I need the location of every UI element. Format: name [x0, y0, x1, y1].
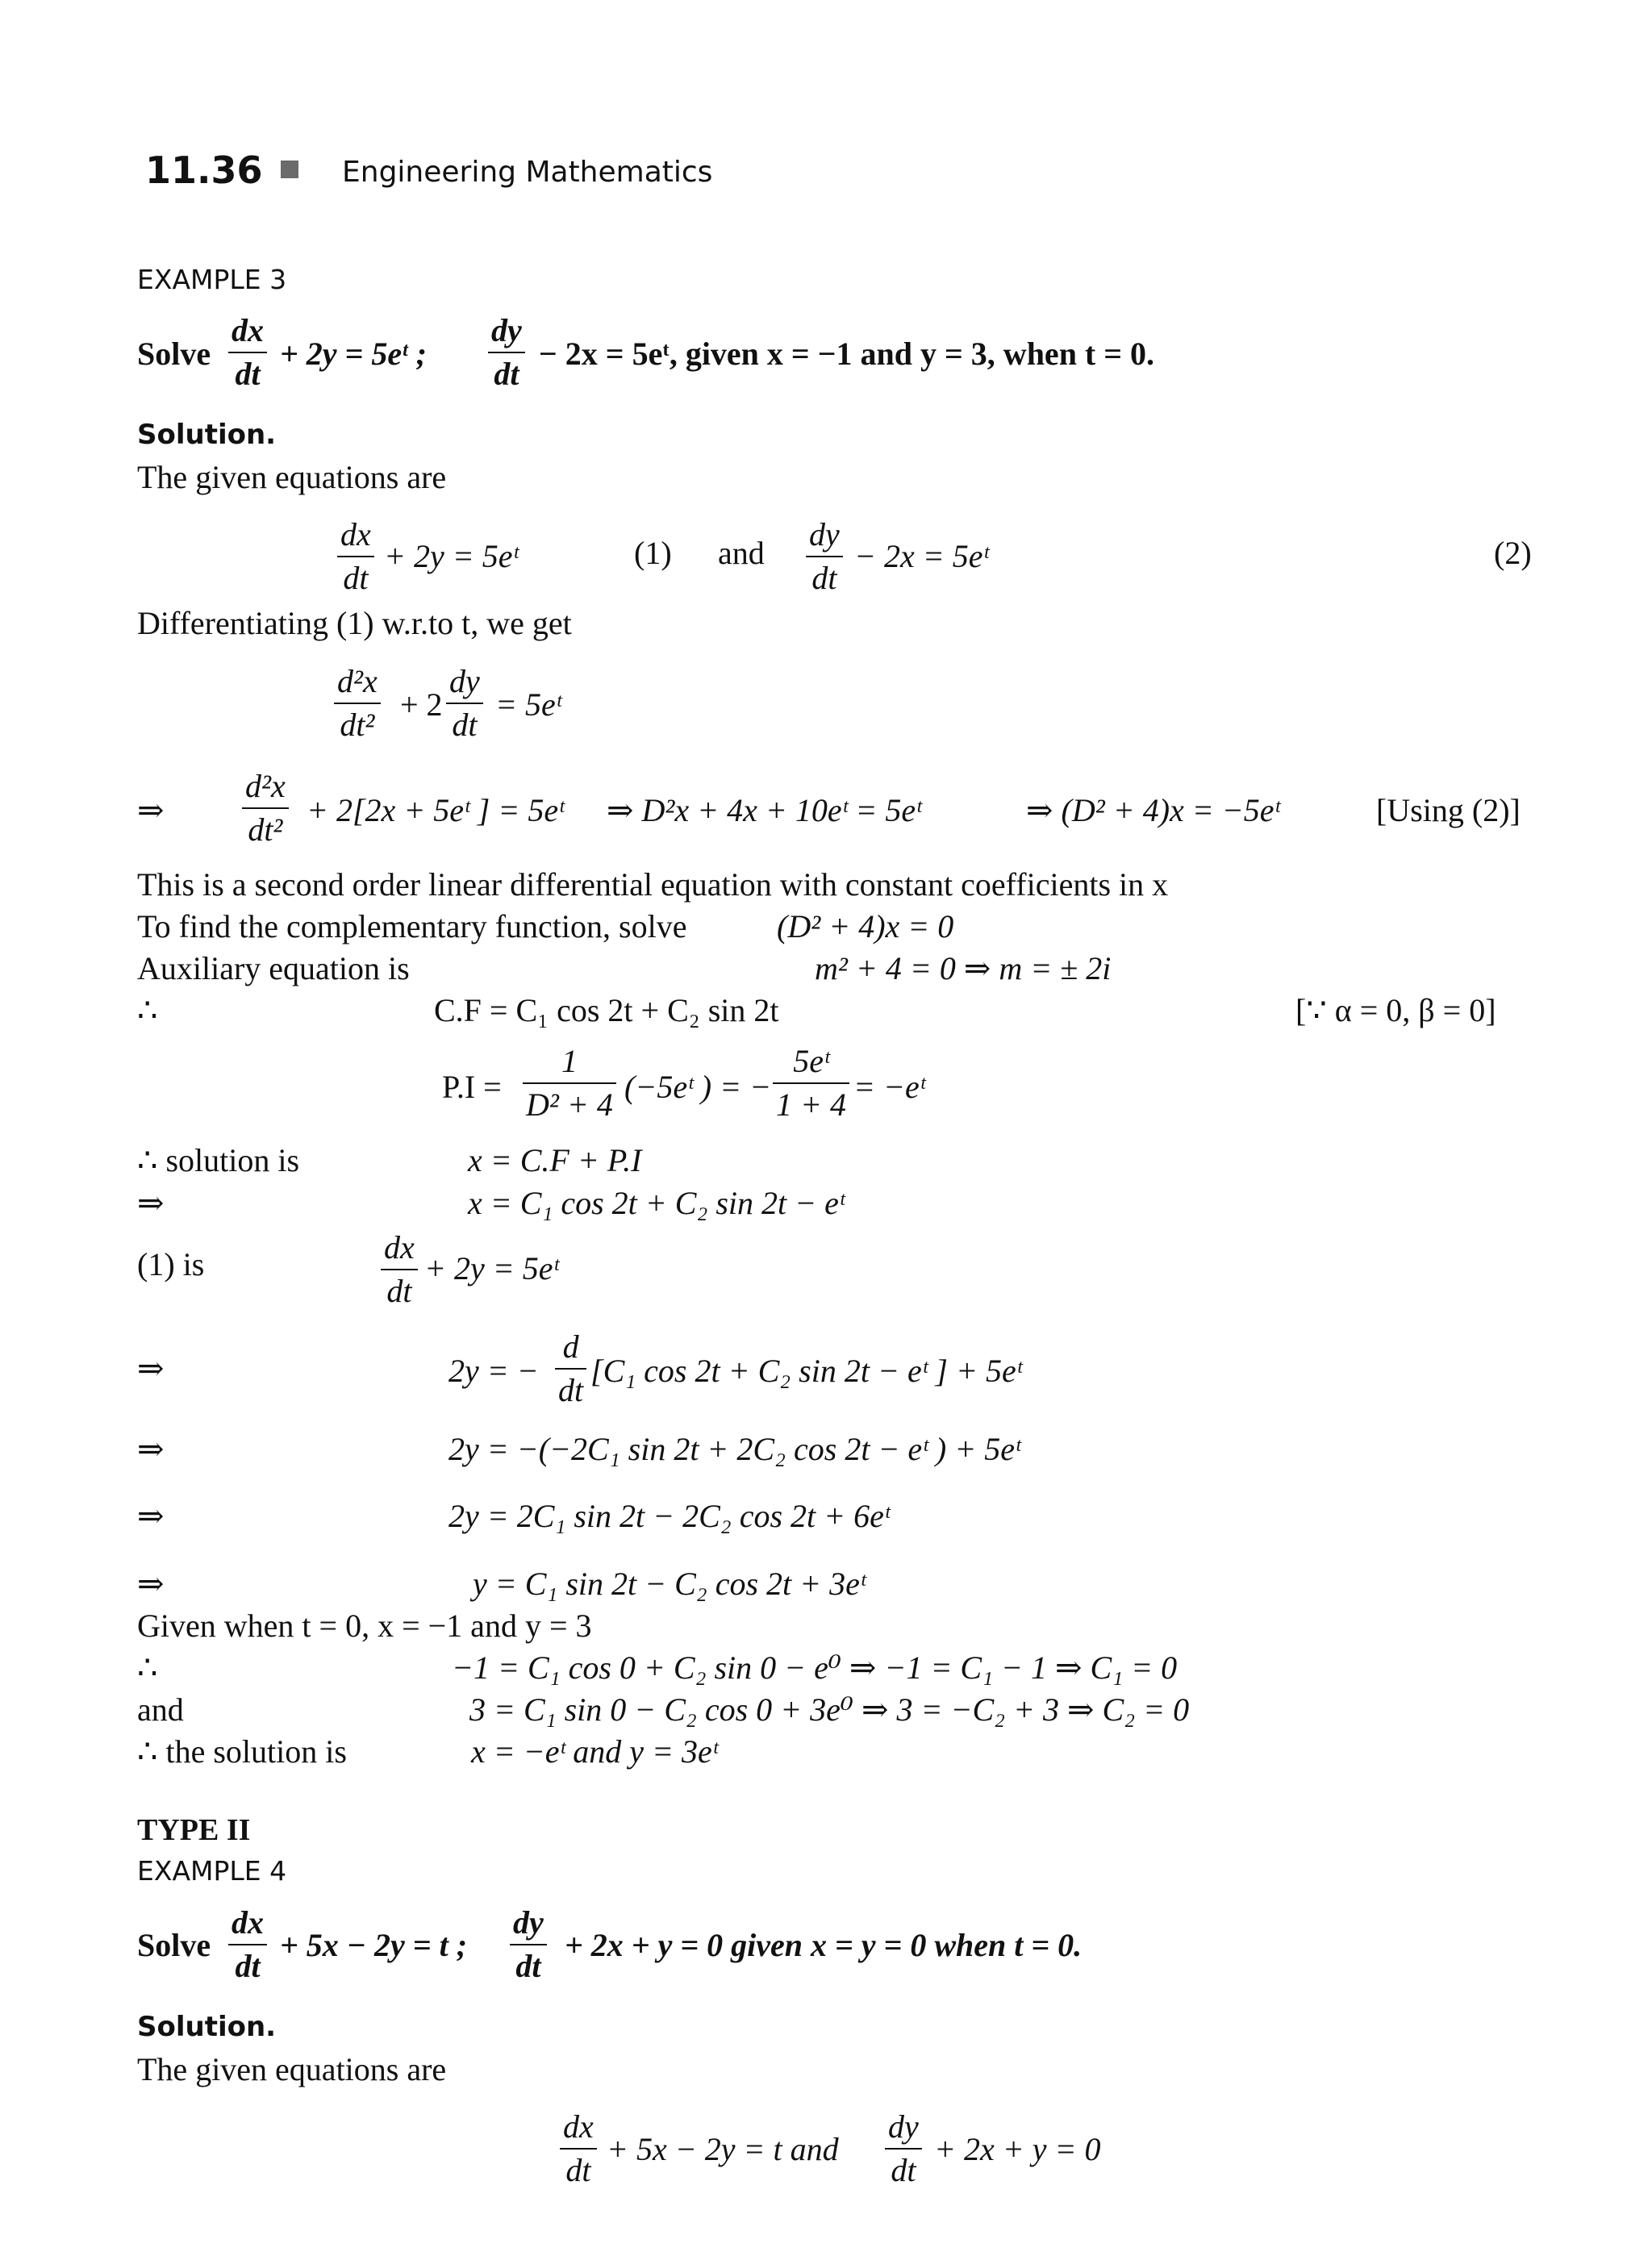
final-solution: x = −eᵗ and y = 3eᵗ [471, 1733, 718, 1770]
auxiliary-text: Auxiliary equation is [137, 950, 410, 986]
problem-fraction-dy-dt: dy dt [488, 315, 525, 390]
step-1-lhs: 2y = − [448, 1353, 539, 1389]
plus-two: + 2 [400, 686, 443, 723]
header-square-icon [281, 161, 298, 178]
fraction-dx-dt-4: dx dt [560, 2111, 597, 2187]
using-note: [Using (2)] [1376, 792, 1521, 828]
step-4: y = C₁ sin 2t − C₂ cos 2t + 3eᵗ [473, 1566, 866, 1602]
cf-equation: (D² + 4)x = 0 [777, 908, 954, 945]
alpha-beta-note: [∵ α = 0, β = 0] [1295, 992, 1496, 1028]
complementary-function: C.F = C₁ cos 2t + C₂ sin 2t [434, 992, 779, 1028]
fraction-dy-dt-4: dy dt [885, 2111, 922, 2187]
equation-1-is: (1) is [137, 1246, 205, 1282]
therefore-symbol-2: ∴ [137, 1649, 158, 1686]
step-3: 2y = 2C₁ sin 2t − 2C₂ cos 2t + 6eᵗ [448, 1498, 890, 1534]
implies-arrow: ⇒ [137, 792, 165, 828]
solution-heading: Solution. [137, 419, 277, 451]
equation-1: + 2y = 5eᵗ [384, 538, 519, 574]
fraction-d2x-dt2: d²x dt² [334, 665, 381, 741]
fraction-5et-over-5: 5eᵗ 1 + 4 [773, 1045, 849, 1121]
fraction-one-over-d2-plus-4: 1 D² + 4 [523, 1045, 616, 1121]
problem-4-equation-1: + 5x − 2y = t ; [280, 1927, 468, 1963]
example-4-label: EXAMPLE 4 [137, 1855, 287, 1887]
c2-derivation: 3 = C₁ sin 0 − C₂ cos 0 + 3e⁰ ⇒ 3 = −C₂ + 3 ⇒ C₂ = 0 [469, 1691, 1190, 1728]
example-3-label: EXAMPLE 3 [137, 264, 287, 295]
fraction-dy-dt-2: dy dt [446, 665, 483, 741]
problem-equation-1: + 2y = 5eᵗ ; [280, 336, 427, 372]
second-order-text: This is a second order linear differential equation with constant coefficients in x [137, 866, 1169, 903]
implies-arrow-5: ⇒ [137, 1498, 165, 1534]
solution-is-text: ∴ solution is [137, 1142, 300, 1178]
step-1-rhs: [C₁ cos 2t + C₂ sin 2t − eᵗ ] + 5eᵗ [590, 1353, 1022, 1389]
auxiliary-equation: m² + 4 = 0 ⇒ m = ± 2i [815, 950, 1112, 986]
operator-equation: ⇒ D²x + 4x + 10eᵗ = 5eᵗ [607, 792, 921, 828]
page-number: 11.36 [145, 148, 263, 192]
example-4-equation-1: + 5x − 2y = t and [607, 2131, 839, 2167]
substitution-equation: + 2[2x + 5eᵗ ] = 5eᵗ [307, 792, 564, 828]
problem-equation-2: − 2x = 5eᵗ, given x = −1 and y = 3, when t = 0. [539, 336, 1155, 372]
x-sum-equation: x = C.F + P.I [468, 1142, 642, 1178]
particular-integral-result: = −eᵗ [853, 1069, 925, 1105]
problem-4-fraction-dx-dt: dx dt [228, 1907, 267, 1983]
and-label: and [137, 1691, 184, 1728]
operator-form: ⇒ (D² + 4)x = −5eᵗ [1026, 792, 1280, 828]
equation-2-number: (2) [1494, 535, 1532, 571]
book-title: Engineering Mathematics [342, 156, 713, 189]
equation-1-restated: + 2y = 5eᵗ [424, 1250, 559, 1286]
fraction-d-dt: d dt [555, 1331, 586, 1407]
fraction-d2x-dt2-2: d²x dt² [242, 770, 289, 846]
derivative-rhs: = 5eᵗ [495, 686, 561, 723]
step-2: 2y = −(−2C₁ sin 2t + 2C₂ cos 2t − eᵗ ) + 5eᵗ [448, 1431, 1020, 1467]
problem-4-equation-2: + 2x + y = 0 given x = y = 0 when t = 0. [565, 1927, 1083, 1963]
implies-arrow-3: ⇒ [137, 1350, 165, 1387]
fraction-dx-dt: dx dt [337, 519, 374, 594]
solution-4-heading: Solution. [137, 2011, 277, 2043]
example-4-equation-2: + 2x + y = 0 [934, 2131, 1101, 2167]
equation-2: − 2x = 5eᵗ [854, 538, 989, 574]
cf-text: To find the complementary function, solve [137, 908, 687, 945]
final-solution-text: ∴ the solution is [137, 1733, 347, 1770]
equation-1-number: (1) [634, 535, 672, 571]
particular-integral-label: P.I = [442, 1069, 502, 1105]
c1-derivation: −1 = C₁ cos 0 + C₂ sin 0 − e⁰ ⇒ −1 = C₁ − 1 ⇒ C₁ = 0 [452, 1649, 1178, 1686]
given-when-text: Given when t = 0, x = −1 and y = 3 [137, 1608, 592, 1644]
problem-solve-label: Solve [137, 336, 211, 372]
fraction-dy-dt: dy dt [806, 519, 843, 594]
type-2-heading: TYPE II [137, 1813, 251, 1847]
problem-4-fraction-dy-dt: dy dt [510, 1907, 547, 1983]
implies-arrow-6: ⇒ [137, 1566, 165, 1602]
particular-integral-middle: (−5eᵗ ) = − [624, 1069, 772, 1105]
x-full-solution: x = C₁ cos 2t + C₂ sin 2t − eᵗ [468, 1185, 845, 1221]
implies-arrow-4: ⇒ [137, 1431, 165, 1467]
implies-arrow-2: ⇒ [137, 1185, 165, 1221]
therefore-symbol: ∴ [137, 992, 158, 1028]
given-equations-text: The given equations are [137, 459, 447, 495]
differentiating-text: Differentiating (1) w.r.to t, we get [137, 605, 572, 641]
problem-fraction-dx-dt: dx dt [228, 315, 267, 390]
and-connector: and [718, 535, 765, 571]
fraction-dx-dt-3: dx dt [381, 1232, 418, 1307]
problem-4-solve-label: Solve [137, 1927, 211, 1963]
given-equations-4-text: The given equations are [137, 2051, 447, 2087]
